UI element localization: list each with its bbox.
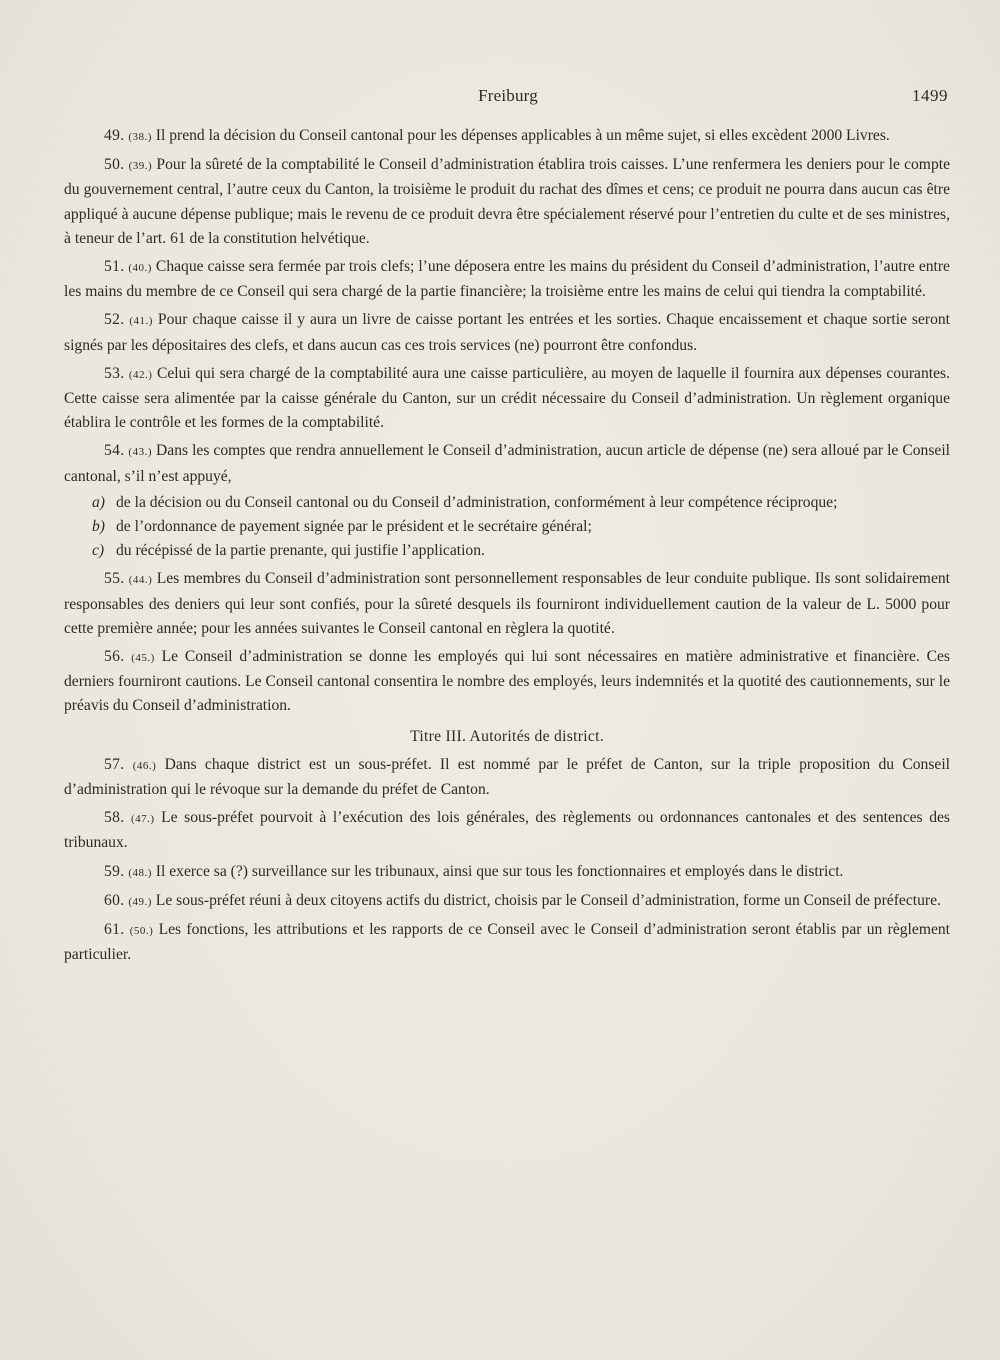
old-article-number: (48.) <box>128 866 152 879</box>
article-text: Chaque caisse sera fermée par trois clefs; l’une déposera entre les mains du président du Conseil d’administration, l’autre entre les mains du membre de ce Conseil qui sera chargé de la partie financière; la troisième entre les mains de celui qui tiendra la comptabilité. <box>64 258 950 301</box>
article-number: 56. <box>104 648 125 666</box>
article-text: Pour chaque caisse il y aura un livre de caisse portant les entrées et les sorties. Chaque encaissement et chaque sortie seront signés par les dépositaires des clefs, et dans aucun cas ces trois services (ne) pourront être confondus. <box>64 311 951 354</box>
article-number: 57. <box>104 755 125 773</box>
article-55 <box>64 567 950 641</box>
old-article-number: (45.) <box>131 652 155 665</box>
article-text: Le sous-préfet réuni à deux citoyens actifs du district, choisis par le Conseil d’administration, forme un Conseil de préfecture. <box>155 891 941 909</box>
article-text: Les fonctions, les attributions et les rapports de ce Conseil avec le Conseil d’administration seront établis par un règlement particulier. <box>64 921 950 964</box>
list-item <box>92 539 950 563</box>
list-item-text: de l’ordonnance de payement signée par le président et le secrétaire général; <box>116 518 592 536</box>
article-number: 55. <box>104 570 125 588</box>
article-number: 58. <box>104 809 125 827</box>
article-text: Le sous-préfet pourvoit à l’exécution des lois générales, des règlements ou ordonnances cantonales et des sentences des tribunaux. <box>64 809 950 852</box>
old-article-number: (44.) <box>128 574 153 587</box>
article-number: 60. <box>104 891 125 909</box>
section-heading: Titre III. Autorités de district. <box>410 727 604 745</box>
article-number: 49. <box>104 127 125 144</box>
article-text: Il prend la décision du Conseil cantonal pour les dépenses applicables à un même sujet, si elles excèdent 2000 Livres. <box>155 127 890 144</box>
article-59 <box>64 860 950 885</box>
old-article-number: (46.) <box>132 759 157 772</box>
list-item-letter: b) <box>92 518 105 536</box>
article-52 <box>64 308 950 357</box>
article-57 <box>64 753 950 802</box>
article-text: Celui qui sera chargé de la comptabilité aura une caisse particulière, au moyen de laquelle il fournira aux dépenses courantes. Cette caisse sera alimentée par la caisse générale du Canton, sur un crédit nécessaire du Conseil d’administration. Un règlement organique établira le contrôle et les formes de la comptabilité. <box>64 364 950 432</box>
article-54 <box>64 439 950 488</box>
old-article-number: (42.) <box>128 368 153 381</box>
document-body <box>64 124 950 972</box>
article-number: 54. <box>104 442 125 460</box>
list-item-letter: c) <box>92 542 105 560</box>
list-item <box>92 491 950 515</box>
article-text: Pour la sûreté de la comptabilité le Conseil d’administration établira trois caisses. L’une renfermera les deniers pour le compte du gouvernement central, l’autre ceux du Canton, la troisième le produit du rachat des dîmes et cens; ce produit ne pourra dans aucun cas être appliqué à aucune dépense publique; mais le revenu de ce produit devra être spécialement réservé pour l’entretien du culte et de ses ministres, à teneur de l’art. 61 de la constitution helvétique. <box>64 156 950 247</box>
article-number: 53. <box>104 364 125 382</box>
old-article-number: (43.) <box>128 446 152 459</box>
article-56 <box>64 645 950 719</box>
page-number: 1499 <box>912 86 948 105</box>
list-item-letter: a) <box>92 493 105 511</box>
article-number: 61. <box>104 921 125 939</box>
article-text: Les membres du Conseil d’administration sont personnellement responsables de leur conduite publique. Ils sont solidairement responsables des deniers qui leur sont confiés, pour la sûreté desquels ils fourniront individuellement caution de la valeur de L. 5000 pour cette première année; pour les années suivantes le Conseil cantonal en règlera la quotité. <box>64 570 950 637</box>
article-61 <box>64 918 950 967</box>
article-number: 50. <box>104 156 125 174</box>
article-number: 51. <box>104 258 125 276</box>
old-article-number: (50.) <box>129 925 154 938</box>
article-49 <box>64 124 950 149</box>
article-51 <box>64 255 950 304</box>
article-text: Dans chaque district est un sous-préfet. Il est nommé par le préfet de Canton, sur la triple proposition du Conseil d’administration qui le révoque sur la demande du préfet de Canton. <box>64 755 950 799</box>
article-number: 59. <box>104 862 125 880</box>
article-text: Il exerce sa (?) surveillance sur les tribunaux, ainsi que sur tous les fonctionnaires et employés dans le district. <box>155 862 844 880</box>
article-text: Le Conseil d’administration se donne les employés qui lui sont nécessaires en matière administrative et financière. Ces derniers fourniront cautions. Le Conseil cantonal consentira le nombre des employés, leurs indemnités et la quotité des cautionnements, sur le préavis du Conseil d’administration. <box>64 648 950 715</box>
article-number: 52. <box>104 311 125 329</box>
article-53 <box>64 362 950 436</box>
old-article-number: (39.) <box>128 160 153 173</box>
old-article-number: (41.) <box>129 315 153 328</box>
article-58 <box>64 806 950 855</box>
article-50 <box>64 153 950 251</box>
list-item-text: de la décision ou du Conseil cantonal ou du Conseil d’administration, conformément à leur compétence réciproque; <box>116 493 838 511</box>
running-title: Freiburg <box>478 86 538 105</box>
page-header <box>66 86 950 112</box>
old-article-number: (38.) <box>128 131 152 143</box>
old-article-number: (40.) <box>128 262 152 275</box>
article-text: Dans les comptes que rendra annuellement le Conseil d’administration, aucun article de dépense (ne) sera alloué par le Conseil cantonal, s’il n’est appuyé, <box>64 442 950 485</box>
list-item-text: du récépissé de la partie prenante, qui justifie l’application. <box>116 542 485 560</box>
old-article-number: (47.) <box>130 813 155 826</box>
old-article-number: (49.) <box>128 895 152 908</box>
article-60 <box>64 889 950 914</box>
list-item <box>92 515 950 539</box>
